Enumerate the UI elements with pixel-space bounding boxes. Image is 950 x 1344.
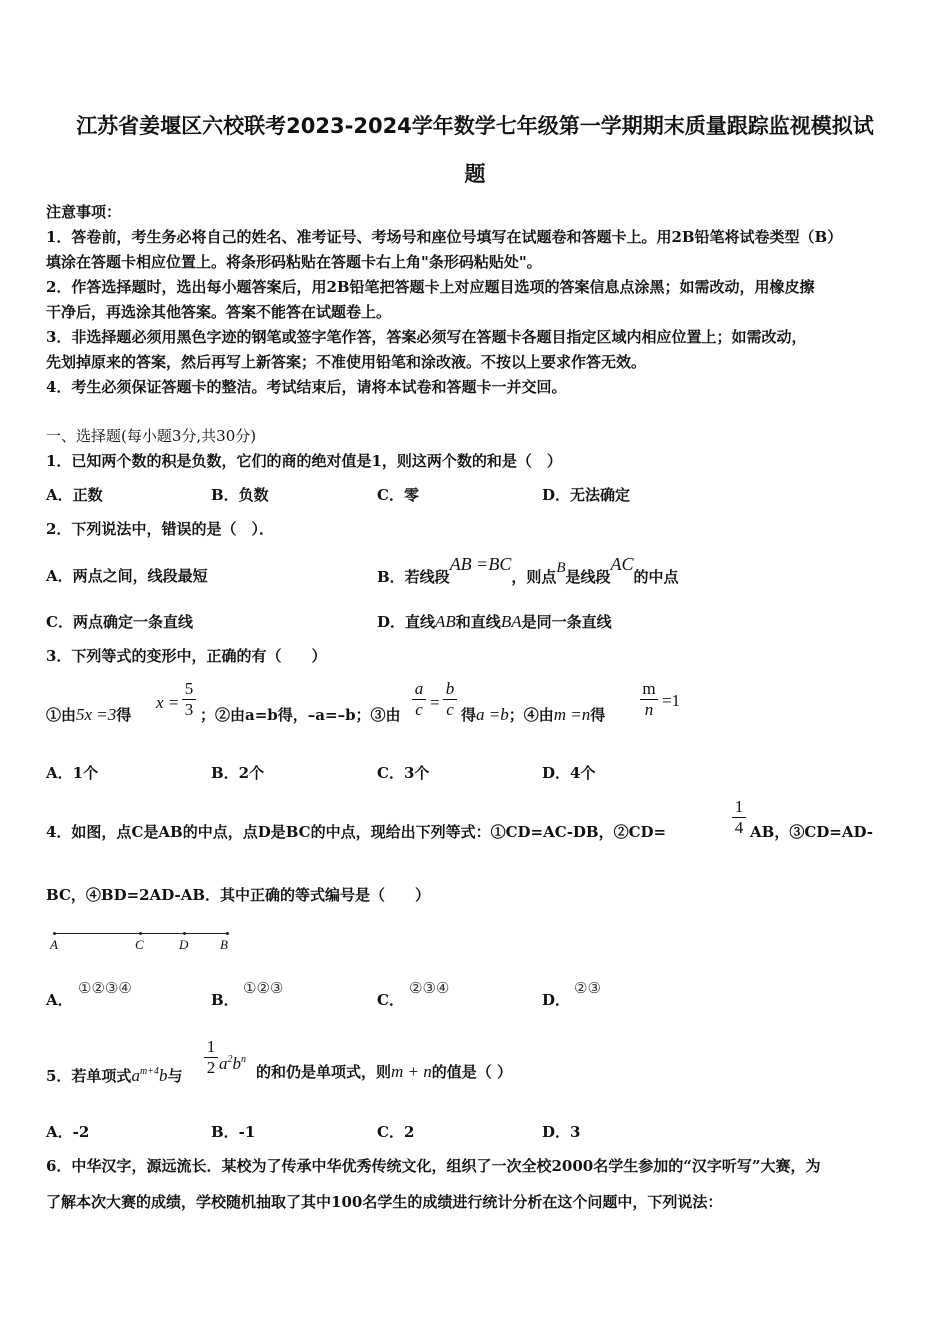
q5-option-d[interactable]: D．3	[542, 1123, 581, 1141]
q5-frac-num: 1	[206, 1037, 216, 1056]
q3-option-c[interactable]: C．3个	[377, 764, 430, 782]
q3-p1-math: 5x =3	[76, 705, 117, 724]
q4-option-d[interactable]: D．	[542, 991, 571, 1009]
q3-p3-fraction-a	[412, 680, 426, 719]
q5-with: 与	[167, 1067, 183, 1085]
q3-p3-sep: ；④由	[508, 706, 554, 724]
q5-stem-prefix: 5．若单项式	[46, 1067, 132, 1085]
q3-p1-den: 3	[184, 700, 194, 719]
q5-mono2-b: b	[232, 1054, 241, 1073]
q3-p3-tail	[461, 705, 605, 725]
q4-label-b: B	[220, 937, 228, 952]
q4-option-a[interactable]: A．	[46, 991, 73, 1009]
q2-d-mid: 和直线	[455, 613, 501, 631]
q3-p1-mid: 得	[116, 706, 132, 724]
q5-stem-rest	[256, 1062, 512, 1082]
q3-p4-fraction	[640, 680, 658, 719]
q3-p4-den: n	[644, 700, 654, 719]
q5-mono2-bexp: n	[241, 1054, 246, 1065]
notice-item-2-cont: 干净后，再选涂其他答案。答案不能答在试题卷上。	[46, 303, 392, 321]
q3-p3-num2: b	[445, 679, 455, 698]
q3-p1-num: 5	[184, 679, 194, 698]
q4-option-c[interactable]: C．	[377, 991, 404, 1009]
notice-heading: 注意事项：	[46, 203, 122, 221]
q2-b-prefix: B．若线段	[377, 568, 450, 586]
q2-b-mid2: 是线段	[565, 568, 611, 586]
q2-b-math-b: B	[556, 560, 566, 576]
q5-mono2-a: a	[219, 1054, 228, 1073]
q4-option-b-value: ①②③	[243, 979, 284, 997]
q4-label-d: D	[179, 937, 189, 952]
q2-d-prefix: D．直线	[377, 613, 436, 631]
q3-p1-fraction	[182, 680, 196, 719]
q6-stem: 6．中华汉字，源远流长．某校为了传承中华优秀传统文化，组织了一次全校2000名学生参加的“汉字听写”大赛，为	[46, 1157, 821, 1175]
q4-point-b	[226, 932, 229, 935]
q4-figure	[50, 928, 240, 954]
q3-p3-den1: c	[415, 700, 423, 719]
q5-stem	[46, 1062, 182, 1086]
notice-item-3-cont: 先划掉原来的答案，然后再写上新答案；不准使用铅笔和涂改液。不按以上要求作答无效。	[46, 353, 647, 371]
q5-stem-post: 的值是（ ）	[431, 1063, 512, 1081]
q4-point-d	[183, 932, 186, 935]
q4-frac-den: 4	[734, 818, 744, 837]
notice-item-4: 4．考生必须保证答题卡的整洁。考试结束后，请将本试卷和答题卡一并交回。	[46, 378, 567, 396]
q5-fraction	[204, 1038, 218, 1077]
q3-p4-eq: =1	[662, 691, 681, 710]
q5-option-c[interactable]: C．2	[377, 1123, 415, 1141]
q4-option-b[interactable]: B．	[211, 991, 239, 1009]
q1-option-d[interactable]: D．无法确定	[542, 486, 631, 504]
q4-option-a-value: ①②③④	[78, 979, 132, 997]
q3-p4-math: m =n	[553, 705, 591, 724]
q3-p3-den2: c	[446, 700, 454, 719]
q4-fraction	[732, 798, 746, 837]
q3-option-d[interactable]: D．4个	[542, 764, 596, 782]
q5-frac-den: 2	[206, 1058, 216, 1077]
q2-d-post: 是同一条直线	[521, 613, 612, 631]
q1-option-a[interactable]: A．正数	[46, 486, 103, 504]
q5-mono1-tail: b	[158, 1066, 168, 1085]
page-title: 江苏省姜堰区六校联考2023-2024学年数学七年级第一学期期末质量跟踪监视模拟试	[76, 114, 874, 138]
q5-mono2	[219, 1050, 246, 1074]
q5-mono2-aexp: 2	[227, 1054, 233, 1065]
q3-p3-fraction-b	[443, 680, 457, 719]
q4-stem-post: AB，③CD=AD-	[750, 823, 873, 841]
notice-item-1-cont: 填涂在答题卡相应位置上。将条形码粘贴在答题卡右上角"条形码粘贴处"。	[46, 253, 542, 271]
notice-item-3: 3．非选择题必须用黑色字迹的钢笔或签字笔作答，答案必须写在答题卡各题目指定区域内相应位置上；如需改动，	[46, 328, 807, 346]
q3-p2: ；②由a=b得，–a=–b；③由	[200, 706, 401, 724]
q2-option-b[interactable]	[377, 554, 679, 588]
q3-option-a[interactable]: A．1个	[46, 764, 99, 782]
q6-stem-cont: 了解本次大赛的成绩，学校随机抽取了其中100名学生的成绩进行统计分析在这个问题中，下列说法：	[46, 1193, 723, 1211]
q4-point-a	[53, 932, 56, 935]
q1-stem: 1．已知两个数的积是负数，它们的商的绝对值是1，则这两个数的和是（ ）	[46, 452, 562, 470]
q3-stem: 3．下列等式的变形中，正确的有（ ）	[46, 647, 327, 665]
q2-d-math-ab: AB	[435, 612, 456, 631]
q2-option-d[interactable]	[377, 612, 612, 632]
q3-p3-mid: 得	[461, 706, 477, 724]
q4-frac-num: 1	[734, 797, 744, 816]
q2-stem: 2．下列说法中，错误的是（ ）．	[46, 520, 274, 538]
q3-statements	[46, 705, 131, 725]
q2-b-post: 的中点	[633, 568, 679, 586]
q5-expr: m + n	[391, 1062, 432, 1081]
q3-p4-mid: 得	[590, 706, 606, 724]
q4-option-c-value: ②③④	[409, 979, 450, 997]
q3-p3-math: a =b	[476, 705, 509, 724]
q4-stem: 4．如图，点C是AB的中点，点D是BC的中点，现给出下列等式：①CD=AC-DB，②CD=	[46, 823, 667, 841]
q5-option-b[interactable]: B．-1	[211, 1123, 256, 1141]
notice-item-2: 2．作答选择题时，选出每小题答案后，用2B铅笔把答题卡上对应题目选项的答案信息点涂黑；如需改动，用橡皮擦	[46, 278, 815, 296]
q1-option-c[interactable]: C．零	[377, 486, 419, 504]
q3-option-b[interactable]: B．2个	[211, 764, 265, 782]
q5-mono1-exp: m+4	[139, 1066, 159, 1077]
q4-label-a: A	[50, 937, 58, 952]
q1-option-b[interactable]: B．负数	[211, 486, 269, 504]
q2-d-math-ba: BA	[500, 612, 522, 631]
q2-option-a[interactable]: A．两点之间，线段最短	[46, 567, 208, 585]
q3-p1-prefix: ①由	[46, 706, 77, 724]
q4-label-c: C	[135, 937, 144, 952]
q4-option-d-value: ②③	[574, 979, 601, 997]
q3-p3-num1: a	[414, 679, 424, 698]
q4-point-c	[139, 932, 142, 935]
notice-item-1: 1．答卷前，考生务必将自己的姓名、准考证号、考场号和座位号填写在试题卷和答题卡上。用2B铅笔将试卷类型（B）	[46, 228, 843, 246]
q4-stem-line2: BC，④BD=2AD-AB．其中正确的等式编号是（ ）	[46, 886, 431, 904]
page-title-continued: 题	[464, 162, 486, 186]
q3-p3-eq: =	[430, 693, 440, 712]
q5-mono1-base: a	[131, 1066, 140, 1085]
q2-b-mid: ，则点	[511, 568, 557, 586]
q2-b-math-ac: AC	[610, 554, 634, 574]
q5-option-a[interactable]: A．-2	[46, 1123, 90, 1141]
q2-option-c[interactable]: C．两点确定一条直线	[46, 613, 193, 631]
section-heading: 一、选择题(每小题3分,共30分)	[46, 427, 257, 445]
q3-p1-var: x =	[156, 693, 180, 712]
q3-p4-num: m	[642, 679, 656, 698]
q2-b-math-ab-bc: AB =BC	[449, 554, 512, 574]
q5-stem-mid: 的和仍是单项式，则	[256, 1063, 392, 1081]
